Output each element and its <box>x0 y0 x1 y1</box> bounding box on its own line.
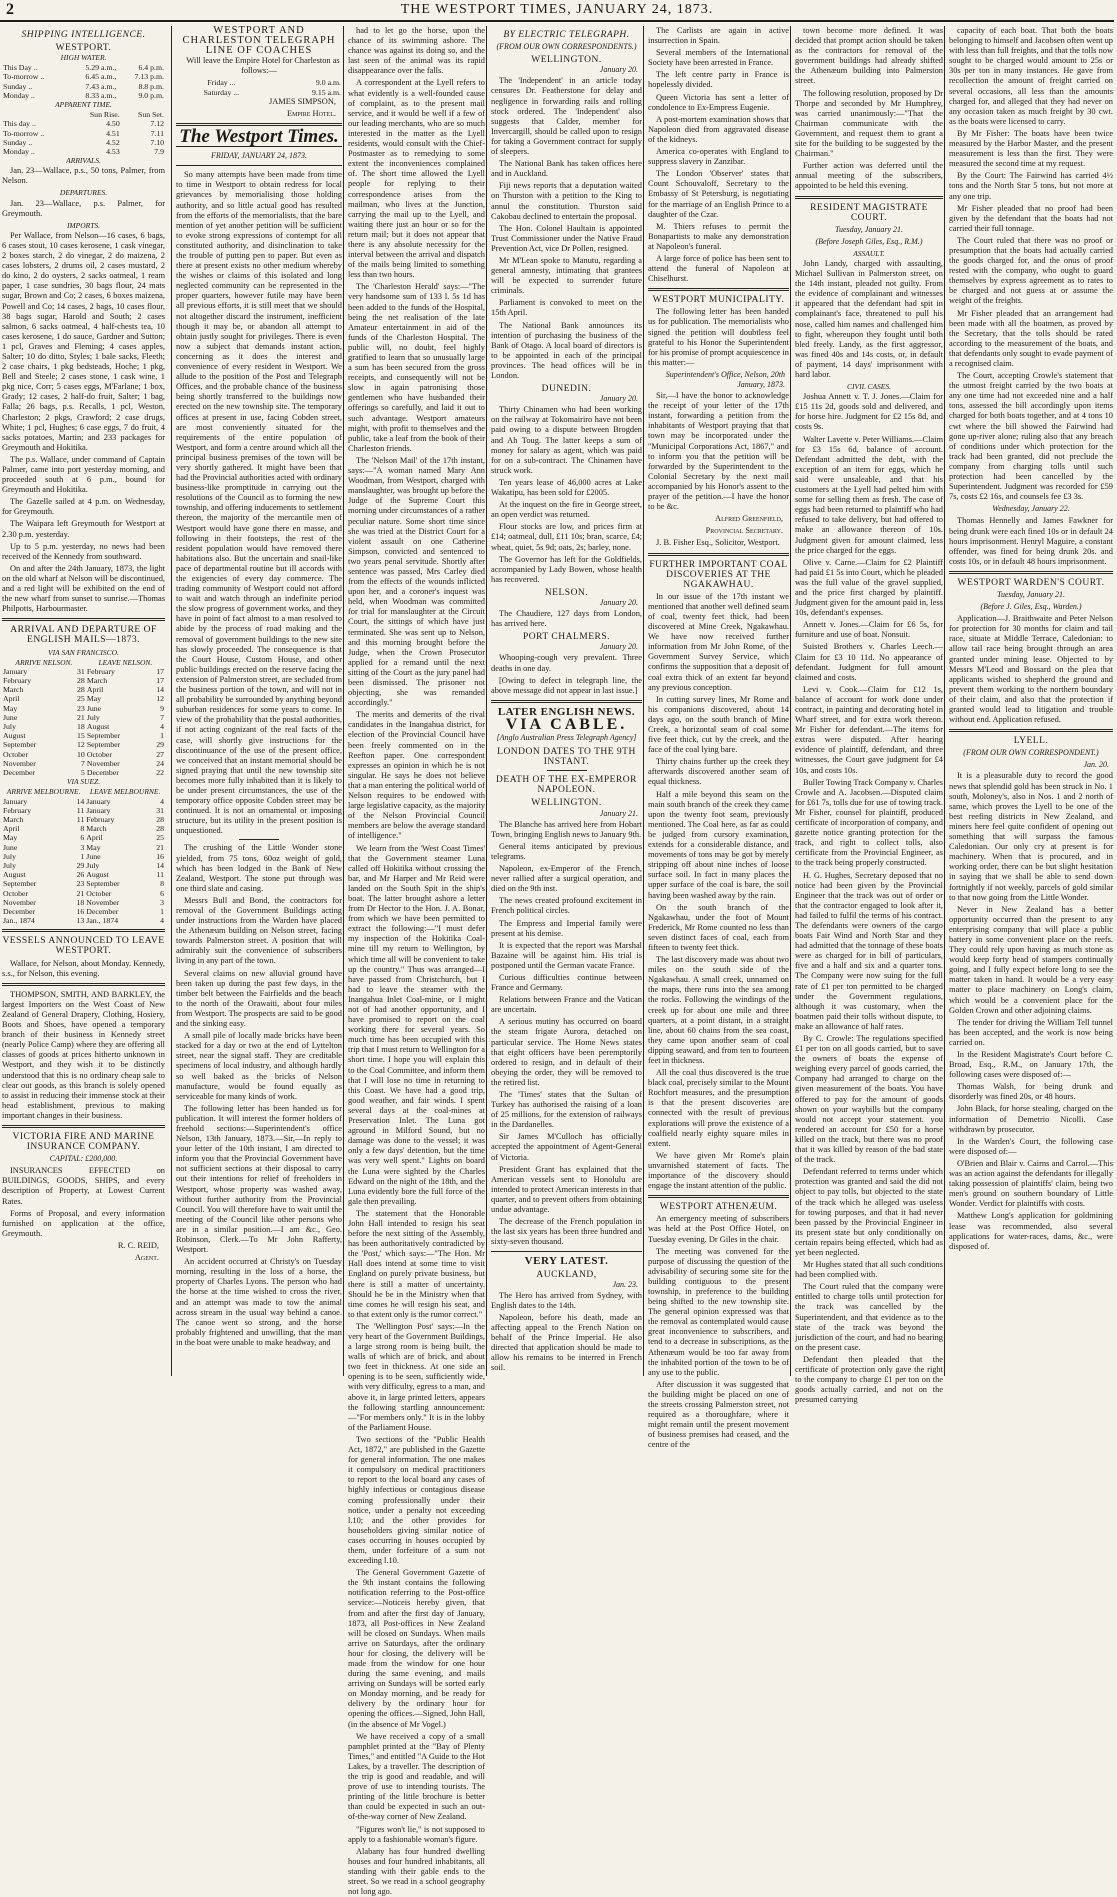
paragraph: We learn from the 'West Coast Times' that the Government steamer Luna called off Hokitika without crossing the bar, and Mr Harper and Mr Reid were landed on the South Spit in the ship's boat. The latter brought ashore a letter from Dr Hector to the Hon. J. A. Bonar, from which we have been permitted to extract the following:—"I must defer my inspection of the Hokitika Coal-mine till my return to Wellington, by which time all will be convenient to take up the country." Thus was arranged—I have passed from Christchurch, but I had to leave the steamer with the Inangahua Inlet Coal-mine, or I might not of had another opportunity, and I have promised to report on the coal working there for several years. So much time has been occupied with this trip that I must return to Wellington for a short time. I hope you will explain this to the Coal Committee, and inform them that I will lose no time in returning to this Coast. We have had a good trip, good weather, and fair winds. I spent several days at the coal-mines at Preservation Inlet. The Luna got aground in Milford Sound, but no damage was done to the vessel; it was only a few days' detention, but the time was very well spent." Lights on board the Luna were sighted by the Charles Edward on the night of the 18th, and the Luna evidently bore the full force of the gale then prevailing. <box>348 843 485 1206</box>
divider <box>491 700 642 703</box>
paragraph: The news created profound excitement in French political circles. <box>491 896 642 916</box>
paragraph: By C. Crowle: The regulations specified £1 per ton on all goods carried, but to save the owners of boats the expense of weighing every parcel of goods carried, the Company had arranged to charge on the given measurement of the boats. You have offered to pay for the amount of goods shown on your waybills but the company would not accept your statement. you rendered an account for £50 for a horse killed on the track, but there was no proof that it was killed by reason of the bad state of the track. <box>795 1034 943 1165</box>
paragraph: The General Government Gazette of the 9th instant contains the following notification referring to the Post-office service:—Noticeis hereby given, that from and after the first day of January, 1873, all Post-offices in New Zealand will be closed on Sundays. When mails arrive on Saturdays, after the ordinary hour for closing, the delivery will be made from the window for one hour during the same evening, and mails arriving on Sundays will be sorted early on Monday morning, and be ready for delivery by the ordinary hour for opening the offices.—Signed, John Hall, (in the absence of Mr Vogel.) <box>348 1568 485 1729</box>
paragraph: Mr M'Lean spoke to Manutu, regarding a general amnesty, intimating that grantees will be expected to surrender future criminals. <box>491 255 642 296</box>
table-row: Monday .. 8.33 a.m., 9.0 p.m. <box>3 90 164 100</box>
table-row: Jan., 1874 13 Jan., 1874 4 <box>3 916 164 926</box>
table-row: September 12 September 29 <box>3 740 164 750</box>
table-row: Monday .. 4.53 7.9 <box>3 147 164 156</box>
paragraph: Thomas Hennelly and James Fawkner for being drunk were each fined 10s or in default 24 hours imprisonment. Henryl Maguire, a constant offender, was fined for being drunk 20s. and costs 10s, or in default 48 hours imprisonment. <box>949 516 1113 566</box>
paragraph: The tender for driving the William Tell tunnel has been accepted, and the work is now being carried on. <box>949 1017 1113 1047</box>
paragraph: We have received a copy of a small pamphlet printed at the "Bay of Plenty Times," and entitled "A Guide to the Hot Lakes, by a traveller. The description of the trip is good and readable, and will prove of use to intending tourists. The printing of the little brochure is better than could be expected in such an out-of-the-way corner of New Zealand. <box>348 1731 485 1822</box>
letter-dateline: Superintendent's Office, Nelson, 20th January, 1873. <box>665 369 785 389</box>
paragraph: Half a mile beyond this seam on the main south branch of the creek they came upon the twenty foot seam, previously mentioned. The Coal here, as far as could be judged from cursory examination, extends for a considerable distance, and movements of tons may be got by merely stripping off about nine inches of loose surface soil. In fact in many places the upper surface of the coal is bare, the soil having been washed away by the rain. <box>648 789 789 900</box>
paragraph: Napoleon, ex-Emperor of the French, never rallied after a surgical operation, and died on the 9th inst. <box>491 864 642 894</box>
paragraph: General items anticipated by previous telegrams. <box>491 841 642 861</box>
paragraph: At the inquest on the fire in George street, an open verdict was returned. <box>491 500 642 520</box>
paragraph: Thirty Chinamen who had been working on the railway at Tokomairiro have not been paid owing to a dispute between Brogden and Ah Toug. The latter keeps a sum of money for salary as agent, which was paid for on a sub-contract. The Chinamen have struck work. <box>491 405 642 475</box>
dateline-place: WELLINGTON. <box>531 798 602 809</box>
divider <box>648 553 789 556</box>
table-row: Friday ... 9.0 a.m. <box>207 78 341 88</box>
paragraph: Annett v. Jones.—Claim for £6 5s, for furniture and use of boat. Nonsuit. <box>795 620 943 640</box>
paragraph: The Empress and Imperial family were present at his demise. <box>491 918 642 938</box>
paragraph: Mr Fisher pleaded that no proof had been given by the defendant that the boats had not carried their full tonnage. <box>949 203 1113 233</box>
table-row: April 8 March 28 <box>3 824 164 834</box>
paragraph: Napoleon, before his death, made an affecting appeal to the French Nation on behalf of the Prince Imperial. He also directed that application should be made to allow his remains to be interred in French soil. <box>491 1312 642 1373</box>
table-row: October 10 October 27 <box>3 749 164 759</box>
agency-line: [Anglo Australian Press Telegraph Agency] <box>496 733 637 742</box>
paragraph: In the Warden's Court, the following case were disposed of:— <box>949 1136 1113 1156</box>
coach-signature-place: Empire Hotel. <box>286 108 336 118</box>
vessels-text: Wallace, for Nelson, about Monday. Kennedy, s.s., for Nelson, this evening. <box>2 958 165 978</box>
victoria-advert: INSURANCES EFFECTED on BUILDINGS, GOODS, SHIPS, and every description of Property, at Lowest Current Rates. <box>2 1166 165 1206</box>
paragraph: Whooping-cough very prevalent. Three deaths in one day. <box>491 653 642 673</box>
column-2 <box>171 26 346 1376</box>
paragraph: The London 'Observer' states that Count Schouvaloff, Secretary to the Embassy of St Petersburg, is negotiating for the marriage of an English Prince to a daughter of the Czar. <box>648 169 789 219</box>
table-row: This day .. 4.50 7.12 <box>3 119 164 129</box>
paragraph: The following resolution, proposed by Dr Thorpe and seconded by Mr Humphrey, was carried unanimously:—"That the Chairman communicate with the Government, and request them to grant a site for the building to be suggested by the Chairman." <box>795 88 943 159</box>
paragraph: The Gazelle sailed at 4 p.m. on Wednesday, for Greymouth. <box>2 497 165 517</box>
dateline-place: AUCKLAND, <box>536 1269 597 1280</box>
table-row: November 7 November 24 <box>3 758 164 768</box>
paragraph: The 'Independent' in an article today censures Dr. Featherstone for delay and negligence in forwarding rails and rolling stock ordered. The 'Independent' also suggests that Calder, member for Invercargill, should be called upon to resign for taking a Government contract for supply of sleepers. <box>491 76 642 157</box>
paragraph: Mr Fisher pleaded that an arrangement had been made with all the boatmen, as proved by the Secretary, that the tolls should be rated according to the measurement of the boats, and that defendants only sought to evade payment of a recognised claim. <box>949 308 1113 368</box>
paragraph: The Blanche has arrived here from Hobart Town, bringing English news to January 9th. <box>491 819 642 839</box>
table-row: July 18 August 4 <box>3 722 164 732</box>
paragraph: The Hon. Colonel Haultain is appointed Trust Commissioner under the Native Fraud Prevention Act, vice Dr Pollen, resigned. <box>491 223 642 253</box>
paragraph: In the Resident Magistrate's Court before C. Broad, Esq., R.M., on January 17th, the following cases were disposed of:— <box>949 1050 1113 1080</box>
paragraph: Thirty chains further up the creek they afterwards discovered another seam of equal thickness. <box>648 757 789 787</box>
paragraph: The Court ruled that the company were entitled to charge tolls until protection for the track was cancelled by the Superintendent, and that evidence as to the state of the track was beyond the jurisdiction of the court, and had no bearing on the present case. <box>795 1282 943 1352</box>
paragraph: A small pile of locally made bricks have been stacked for a day or two at the end of Lyttelton street, near the signal staff. They are creditable specimens of local industry, and although hardly so well baked as the bricks of Nelson manufacture, would be found equally as serviceable for many kinds of work. <box>176 1031 342 1101</box>
paper-title: The Westport Times. <box>179 126 339 148</box>
telegraph-heading: BY ELECTRIC TELEGRAPH. <box>503 30 630 40</box>
divider <box>2 929 165 932</box>
paragraph: The following letter has been handed us for publication. It will interest the former holders of freehold sections:—Superintendent's office Nelson, 13th January, 1873.—Sir,—In reply to your letter of the 10th instant, I am directed to inform you that the Provincial Government have not sufficient sections at their disposal to carry out their intentions for relief of freeholders in Westport, whose property was washed away, without further authority from the Provincial Council. You will therefore have to wait until the meeting of the Council like other persons who are in a similar position.—I am &c., Geo. Robinson, Clerk.—To Mr John Rafferty, Westport. <box>176 1103 342 1255</box>
dateline-date: January 20. <box>599 65 638 75</box>
paragraph: It is a pleasurable duty to record the good news that splendid gold has been struck in No. 1 south, Moloney's, also in Nos. 1 and 2 north of same, which proves the Lyell to be one of the best reefing districts in New Zealand, and miners here feel quite confident of opening out something that will surpass the famous Caledonian. Our only cry at present is for machinery. When that is procured, and in working order, there can be but slight hesitation in saying that we shall be able to send down fortnightly if not weekly, parcels of gold similar to that now going from the Little Wonder. <box>949 771 1113 902</box>
correspondent-line: (FROM OUR OWN CORRESPONDENT.) <box>963 748 1099 758</box>
paragraph: Mr Hughes stated that all such conditions had been complied with. <box>795 1260 943 1280</box>
paragraph: Buller Towing Track Company v. Charles Crowle and A. Jacobsen.—Disputed claim for £61 7s, tolls due for use of towing track. Mr Fisher, counsel for plaintiff, produced certificate of incorporation of company, and gazette notice granting protection for the track, and right to collect tolls, also certificate from the Provincial Engineer, as to the track being properly constructed. <box>795 777 943 868</box>
column-7 <box>944 26 1117 1376</box>
dateline-place: PORT CHALMERS. <box>522 632 611 643</box>
table-row: Sunday .. 4.52 7.10 <box>3 137 164 147</box>
table-row: August 15 September 1 <box>3 731 164 741</box>
paragraph: The 'Nelson Mail' of the 17th instant, says:—"A woman named Mary Ann Woodman, from Westport, charged with manslaughter, was brought up before the Judge of the Supreme Court this morning under circumstances of a rather peculiar nature. Some short time since she was tried at the District Court for a violent assault on one Catherine Simpson, convicted and sentenced to two years penal servitude. Shortly after sentence was passed, Mrs Carley died from the effects of the wounds inflicted upon her, and a coroner's inquest was held, when Woodman was committed for trial for manslaughter at the Circuit Court, the sittings of which have just terminated. She was sent up to Nelson, and this morning brought before the Judge, when the Crown Prosecutor applied for a remand until the next sitting of the Court as the jury panel had been dismissed. The prisoner not objecting, she was remanded accordingly." <box>348 455 485 708</box>
column-4 <box>486 26 646 1376</box>
table-row: June 21 July 7 <box>3 712 164 722</box>
divider <box>648 1195 789 1198</box>
magistrate-court-heading: RESIDENT MAGISTRATE COURT. <box>810 202 928 223</box>
table-row: This Day .. 5.29 a.m., 6.4 p.m. <box>3 63 164 73</box>
dateline-date: Jan. 20. <box>1083 760 1109 770</box>
paragraph: All the coal thus discovered is the true black coal, precisely similar to the Mount Rochfort measures, and the presumption is that the present discoveries are connected with the result of previous explorations will prove the existence of a coalfield nearly eighty square miles in extent. <box>648 1068 789 1148</box>
apparent-time-heading: APPARENT TIME. <box>55 100 112 110</box>
paragraph: A correspondent at the Lyell refers to what evidently is a well-founded cause of complaint, as to the present mail service, and it would be well if a few of our leading merchants, who are so much interested in the matter as the Lyell residents, would consult with the Chief-Postmaster as to remedying to some extent the inconveniences complained of. The short time allowed the Lyell people for replying to their correspondence arises from the mailman, who lives at the Junction, carrying the mail up to the Lyell, and waiting there just an hour or so for the return mail; but it does not appear that there is any absolute necessity for the interval between the arrival and dispatch of the mails being limited to something less than two hours. <box>348 78 485 280</box>
paragraph: Alabany has four hundred dwelling houses and four hundred inhabitants, all standing with their gable ends to the street. So we read in a school geography not long ago. <box>348 1846 485 1897</box>
paragraph: A serious mutiny has occurred on board the steam frigate Aurora, detached on particular service. The Home News states that eight officers have been peremptorily ordered to resign, and in default of their obeying the order, they will be removed to the retired list. <box>491 1017 642 1087</box>
paragraph: By the Court: The Fairwind has carried 4½ tons and the North Star 5 tons, but not more at any one trip. <box>949 171 1113 201</box>
paragraph: President Grant has explained that the American vessels sent to Honolulu are intended to protect American interests in that quarter, and to prevent others from obtaining undue advantage. <box>491 1164 642 1215</box>
later-news-heading: LATER ENGLISH NEWS. <box>497 705 636 718</box>
coal-discoveries-heading: FURTHER IMPORTANT COAL DISCOVERIES AT THE NGAKAWHAU. <box>649 559 788 590</box>
paragraph: After discussion it was suggested that the building might be placed on one of the streets crossing Palmerston street, not required as a thoroughfare, where it might remain until the present movement of business premises had ceased, and the centre of the <box>648 1379 789 1450</box>
paragraph: capacity of each boat. That both the boats belonging to himself and Jacobsen often went up with less than full freights, and that the tolls now sought to be charged would amount to 25s or 30s per ton in many instances. He gave from recollection the amount of freight carried on several occasions, all less than the amounts charged for, and alleged that they had never on any occasion taken as much freight by 30 cwt. as the boats were licensed to carry. <box>949 26 1113 126</box>
high-water-heading: HIGH WATER. <box>60 53 107 63</box>
paragraph: Never in New Zealand has a better opportunity occurred than the present to any enterprising company that will place a public battery in some convenient place on the reefs. They could rely upon having as much stone as would keep forty head of stampers continually going, and I fully expect before long to see the matter taken in hand. It would be a very easy matter to place machinery on Long's claim, which would be a convenient place for the Golden Crown and other adjoining claims. <box>949 904 1113 1015</box>
paragraph: Defendant referred to terms under which protection was granted and said the did not object to pay tolls, but objected to the state of the track which he alleged was useless for towing purposes, and that it had never been passed by the Provincial Engineer in its present state but only conditionally on certain repairs being effected, which had as yet been neglected. <box>795 1167 943 1257</box>
imports-heading: IMPORTS. <box>66 220 101 230</box>
coach-text: Will leave the Empire Hotel for Charleston as follows:— <box>186 56 340 76</box>
paragraph: The statement that the Honorable John Hall intended to resign his seat before the next sitting of the Assembly, has been authoritatively contradicted by the 'Post,' which says:—"The Hon. Mr Hall does intend at some time to visit England on purely private business, but there is still a matter of uncertainty. Should he be in the Ministry when that time comes he will resign his seat, and to that extent only is the rumor correct." <box>348 1208 485 1319</box>
paragraph: Defendant then pleaded that the certificate of protection only gave the right to the company to charge £1 per ton on the goods actually carried, and not on the presumed carrying <box>795 1354 943 1405</box>
paragraph: Application—J. Braithwaite and Peter Nelson for protection for 30 months for claim and tail race, situate at Middle Terrace, Caledonian: to allow tail race being brought through an area granted under mining lease. Objected to by Messrs M'Leod and Bossard on the plea that applicants wished to shepherd the ground and prevent them working to the northern boundary of their claim, and also that the protection if granted would lead to litigation and trouble without end. Application refused. <box>949 614 1113 725</box>
table-row: May 23 June 9 <box>3 703 164 713</box>
paragraph: Parliament is convoked to meet on the 15th April. <box>491 298 642 318</box>
paragraph: The meeting was convened for the purpose of discussing the question of the advisability of securing some site for the building contiguous to the present township, in preference to the building being shifted to the new township site. The general opinion expressed was that the removal as contemplated would cause great inconvenience to subscribers, and tend to a decrease in subscriptions, as the Athenæum would be too far away from the inhabited portion of the town to be of any use to the public. <box>648 1246 789 1377</box>
paragraph: had to let go the horse, upon the chance of its swimming ashore. The chance was against its doing so, and the last seen of the animal was its rapid disappearance over the falls. <box>348 26 485 76</box>
paragraph: The 'Wellington Post' says:—In the very heart of the Government Buildings, a large strong room is being built, the walls of which are of brick, and about two feet in thickness. At one side an opening is to be seen, sufficiently wide, with very difficulty, egress to a man, and above it, in large printed letters, appears the following startling announcement:—"For members only." It is in the lobby of the Parliament House. <box>348 1321 485 1432</box>
divider <box>949 729 1113 732</box>
coach-times <box>176 78 342 96</box>
column-6 <box>790 26 947 1405</box>
death-napoleon-heading: DEATH OF THE EX-EMPEROR NAPOLEON. <box>496 775 637 796</box>
dateline-date: January 21. <box>599 808 638 818</box>
table-row: June 3 May 21 <box>3 842 164 852</box>
paragraph: Messrs Bull and Bond, the contractors for removal of the Government Buildings acting under instructions from the Warden have placed the Athenæum building on Nelson street, facing towards Palmerston street. A position that will admirably suit the convenience of subscribers living in any part of the town. <box>176 895 342 966</box>
divider <box>795 196 943 199</box>
shipping-heading: SHIPPING INTELLIGENCE. <box>21 30 146 40</box>
arrivals-heading: ARRIVALS. <box>66 156 101 166</box>
paragraph: The Governor has left for the Goldfields, accompanied by Lady Bowen, whose health has recovered. <box>491 554 642 584</box>
departures-heading: DEPARTURES. <box>59 188 108 198</box>
paragraph: Sir,—I have the honor to acknowledge the receipt of your letter of the 17th instant, forwarding a petition from the inhabitants of Westport praying that that town may be incorporated under the "Municipal Corporations Act, 1867," and to inform you that the petition will be forwarded by the Superintendent to the Colonial Secretary by the next mail accompanied by his Honor's assent to the prayer of the petition.—I have the honor to be &c. <box>648 391 789 512</box>
divider <box>239 839 279 840</box>
warden-court-heading: WESTPORT WARDEN'S COURT. <box>957 577 1105 588</box>
paragraph: In cutting survey lines, Mr Rome and his companions discovered, about 14 days ago, on the south branch of Mine Creek, a horizontal seam of coal some five feet thick, cut by the creek, and the face of the coal lying bare. <box>648 694 789 755</box>
paragraph: Fiji news reports that a deputation waited on Thurston with a petition to the King to annul the constitution. Thurston said Cakobau declined to entertain the proposal. <box>491 181 642 221</box>
paragraph: Levi v. Cook.—Claim for £12 1s, balance of account for work done under contract, in painting and decorating hotel in Wharf street, and for extra work thereon. Mr Fisher for defendant.—The items for extras were disputed. After hearing evidence of plaintiff, defendant, and three witnesses, the Court gave judgment for £4 10s, and costs 10s. <box>795 684 943 775</box>
dateline-place: NELSON. <box>544 587 589 598</box>
imports-text: Per Wallace, from Nelson—16 cases, 6 bags, 6 cases stout, 10 cases kerosene, 1 cask vinegar, 2 boxes starch, 2 do vinegar, 2 do maizena, 2 cases lobsters, 2 drums oil, 2 cases mustard, 2 do kino, 2 do oysters, 2 sacks oatmeal, 1 ream paper, 1 case sundries, 30 bags flour, 24 mats sugar, Brown and Co; 2 cases, 6 boxes maizena, Powell and Co; 14 cases, 2 bags, 10 cases flour, 38 bags sugar, Harold and South; 2 cases salmon, 6 sacks oatmeal, 4 half-chests tea, 10 cases kerosene, 1 do sauce, Gardner and Sutton; 1 pcl, Graves and Fleming; 4 cases apples, Salter; 10 do ditto, Styles; 1 bale sacks, Fleeth; 2 case chairs, 1 pkg bedsteads, Hoche; 1 pkg, Bell and Steele; 2 cases stone, 1 cask wine, 1 pkg nice, Corr; 5 cases eggs, M'Farlane; 1 box, Grady; 12 cases, 2 half-do fruit, Salter; 1 bag, Falla; 26 bags, p.s. Recalls, 1 pcl, Weston, Charleston; 2 pkgs, Crawford; 2 case drugs, White; 1 pcl, Hughes; 6 case eggs, 7 do fruit, 4 sacks potatoes, Martin; and 233 packages for Greymouth and Hokitika. <box>2 230 165 452</box>
dateline-place: WELLINGTON. <box>531 55 602 66</box>
divider <box>2 618 165 621</box>
paragraph: The Court, accepting Crowle's statement that the utmost freight carried by the two boats at any one time had not exceeded nine and a half tons, assessed the bill accordingly upon items charged for both boats together, and at 4 tons 10 cwt where the bill showed the Fairwind had gone up-river alone; ruling also that any breach of conditions under which protection for the track had been granted, did not preclude the company from charging tolls until such protection had been cancelled by the Superintendent. Judgment was recorded for £59 7s, costs £2 16s, and counsels fee £3 3s. <box>949 371 1113 502</box>
table-row: November 18 November 3 <box>3 897 164 907</box>
paragraph: The decrease of the French population in the last six years has been three hundred and sixty-seven thousand. <box>491 1217 642 1247</box>
letter-signature: Alfred Greenfield, <box>715 514 783 524</box>
paragraph: An emergency meeting of subscribers was held at the Post Office Hotel, on Tuesday evening. Dr Giles in the chair. <box>648 1214 789 1244</box>
paragraph: By Mr Fisher: The boats have been twice measured by the Harbor Master, and the present measurement is less than the first. They were measured the second time at my request. <box>949 128 1113 169</box>
divider <box>2 983 165 986</box>
table-row: February 11 January 31 <box>3 805 164 815</box>
divider <box>491 1251 642 1252</box>
paragraph: M. Thiers refuses to permit the Bonapartists to make any demonstration at Napoleon's funeral. <box>648 221 789 251</box>
paragraph: America co-operates with England to suppress slavery in Zanzibar. <box>648 147 789 167</box>
paragraph: Joshua Annett v. T. J. Jones.—Claim for £15 11s 2d, goods sold and delivered, and for horse hire. Judgment for £2 15s 8d, and costs 9s. <box>795 392 943 432</box>
paragraph: The Waipara left Greymouth for Westport at 2.30 p.m. yesterday. <box>2 519 165 539</box>
table-row: January 31 February 17 <box>3 666 164 676</box>
court-presiding: (Before Joseph Giles, Esq., R.M.) <box>815 236 923 246</box>
column-5 <box>643 26 793 1450</box>
london-dates-heading: LONDON DATES TO THE 9TH INSTANT. <box>497 747 636 768</box>
paragraph: H. G. Hughes, Secretary deposed that no notice had been given by the Provincial Engineer that the track was out of order or that the contractor engaged to look after it, had failed to fulfil the terms of his contract. The defendants were owners of the cargo boats Fair Wind and North Star and they had admitted that the tonnage of these boats were as charged for in bill of particulars, five and a half and six and a quarter tons. The Company were now suing for the full rate of £1 per ton permitted to be charged under the Government regulations, although it was customary, when the boatmen paid their tolls without dispute, to make an allowance of half rates. <box>795 870 943 1031</box>
civil-cases-subheading: CIVIL CASES. <box>846 382 892 392</box>
table-row: March 28 April 14 <box>3 685 164 695</box>
letter-signature-role: Provincial Secretary. <box>705 526 783 536</box>
paragraph: The National Bank has taken offices here and in Auckland. <box>491 159 642 179</box>
mails-heading: ARRIVAL AND DEPARTURE OF ENGLISH MAILS—1873. <box>10 625 157 646</box>
departures-text: Jan. 23—Wallace, p.s. Palmer, for Greymouth. <box>2 198 165 218</box>
paragraph: The Hero has arrived from Sydney, with English dates to the 14th. <box>491 1290 642 1310</box>
paragraph: Thomas Walsh, for being drunk and disorderly was fined 20s, or 48 hours. <box>949 1082 1113 1102</box>
paragraph: We have given Mr Rome's plain unvarnished statement of facts. The importance of the discovery should engage the instant attention of the public. <box>648 1150 789 1191</box>
paragraph: A post-mortem examination shows that Napoleon died from aggravated disease of the kidneys. <box>648 114 789 144</box>
apparent-time-table: Sun Rise. Sun Set. This day .. 4.50 7.12 To-morrow .. 4.51 7.11 Sunday .. 4.52 7.10 Monday .. 4.53 7.9 <box>3 110 164 156</box>
dateline-date: January 20. <box>599 394 638 404</box>
letter-addressee: J. B. Fisher Esq., Solicitor, Westport. <box>656 538 780 548</box>
assault-subheading: ASSAULT. <box>853 248 885 258</box>
suez-heading: VIA SUEZ. <box>66 777 101 787</box>
paragraph: Curious difficulties continue between France and Germany. <box>491 972 642 993</box>
paragraph: Queen Victoria has sent a letter of condolence to Ex-Empress Eugenie. <box>648 92 789 112</box>
table-row: September 23 September 8 <box>3 879 164 889</box>
paragraph: Flour stocks are low, and prices firm at £14; oatmeal, dull, £11 10s; bran, scarce, £4; wheat, quiet, 5s 9d; oats, 2s; barley, none. <box>491 522 642 552</box>
table-row: May 6 April 25 <box>3 833 164 843</box>
very-latest-heading: VERY LATEST. <box>524 1255 609 1268</box>
paragraph: "Figures won't lie," is not supposed to apply to a fashionable woman's figure. <box>348 1824 485 1844</box>
paragraph: On the south branch of the Ngakawhau, under the foot of Mount Frederick, Mr Rome counted no less than seven distinct faces of coal, each from fifteen to twenty feet thick. <box>648 902 789 952</box>
table-row: December 16 December 1 <box>3 906 164 916</box>
paragraph: The 'Times' states that the Sultan of Turkey has authorised the raising of a loan of 25 millions, for the extension of railways in the Dardanelles. <box>491 1090 642 1130</box>
paragraph: [Owing to defect in telegraph line, the above message did not appear in last issue.] <box>491 675 642 695</box>
table-row: March 11 February 28 <box>3 814 164 824</box>
capital-line: CAPITAL: £200,000. <box>49 1154 118 1164</box>
paragraph: In our issue of the 17th instant we mentioned that another well defined seam of coal, twenty feet thick, had been discovered at Mine Creek, Ngakawhau. We have now received further information from Mr John Rome, of the Government Survey Service, which confirms the supposition that a deposit of coal extra thick of an extent far beyond any previous conception. <box>648 591 789 692</box>
high-water-table <box>2 63 165 100</box>
dateline-date: January 20. <box>599 642 638 652</box>
table-row: January 14 January 4 <box>3 796 164 806</box>
municipality-heading: WESTPORT MUNICIPALITY. <box>652 295 785 306</box>
vessels-heading: VESSELS ANNOUNCED TO LEAVE WESTPORT. <box>2 936 165 957</box>
divider <box>176 165 342 166</box>
paragraph: Ten years lease of 46,000 acres at Lake Wakatipu, has been sold for £2005. <box>491 477 642 498</box>
table-row: August 26 August 11 <box>3 870 164 880</box>
paragraph: Sir James M'Culloch has officially accepted the appointment of Agent-General of Victoria. <box>491 1132 642 1162</box>
column-1 <box>2 26 169 1376</box>
divider <box>949 571 1113 574</box>
victoria-signature-role: Agent. <box>134 1253 159 1263</box>
dateline-date: Jan. 23. <box>612 1279 638 1289</box>
paragraph: A large force of police has been sent to attend the funeral of Napoleon at Chiselhurst. <box>648 253 789 284</box>
masthead-title: THE WESTPORT TIMES, JANUARY 24, 1873. <box>400 2 714 17</box>
paragraph: The merits and demerits of the rival candidates in the Inangahua district, for election of the Provincial Council have been freely commented on in the Reefton paper. One correspondent expresses an opinion in which he is not singular. He says he does not believe that a man entering the political world of Nelson requires to be endowed with large legislative capacity, as the majority of the Nelson Provincial Council members are below the average standard of intelligence." <box>348 710 485 841</box>
paragraph: The 'Charleston Herald' says:—"The very handsome sum of 133 l. 5s 1d has been added to the funds of the Hospital, being the net realisation of the late Amateur entertainment in aid of the funds of the Charleston Hospital. The public will, no doubt, feel highly gratified to learn that so unusually large a sum has been secured from the gross receipts, and consequently will not be slow in again patronising those gentlemen who have husbanded their offerings so carefully, and laid it out to such advantage. Westport amateurs might, with profit to themselves and the public, take a leaf from the book of their Charleston friends. <box>348 282 485 453</box>
sf-heading: VIA SAN FRANCISCO. <box>48 647 119 657</box>
paragraph: Walter Lavette v. Peter Williams.—Claim for £3 15s 6d, balance of account. Defendant admitted the debt, with the exception of an item for eggs, which he said were unsaleable, and that his customers at the Lyell had pelted him with some for selling them as fresh. The case of eggs had been returned to plaintiff who had refused to take delivery, but had offered to make an allowance thereon of 10s. Judgment given for amount claimed, less the price charged for the eggs. <box>795 434 943 555</box>
paragraph: The Court ruled that there was no proof or presumption that the boats had actually carried the goods charged for, and the onus of proof rested with the company, who ought to guard themselves by express agreement as to rates to be charged and not guess at or assume the weight of the freights. <box>949 235 1113 306</box>
court-presiding: (Before J. Giles, Esq., Warden.) <box>980 602 1082 612</box>
thompson-advert: THOMPSON, SMITH, AND BARKLEY, the largest Importers on the West Coast of New Zealand of General Drapery, Clothing, Hosiery, Boots and Shoes, have opened a temporary branch of their business in Kennedy street (nearly Police Camp) where they are offering all classes of goods at prices hitherto unknown in Westport, and they wish it to be distinctly understood that this is no ordinary cheap sale to clear out goods, as this branch is solely opened to assist in reducing their immense stock at their head establishment, previous to making important changes in their business. <box>2 989 165 1120</box>
paragraph: Suisted Brothers v. Charles Leech.—Claim for £3 10 11d. No appearance of defendant. Judgment for full amount claimed and costs. <box>795 642 943 682</box>
suez-mail-table: ARRIVE MELBOURNE. LEAVE MELBOURNE. January 14 January 4 February 11 January 31 March 11 February 28 April 8 March 28 May 6 April 25 June 3 May 21 July 1 June 16 July 29 July 14 August 26 August 11 September 23 September 8 October 21 October 6 November 18 November 3 December 16 December 1 Jan., 1874 13 Jan., 1874 4 <box>3 787 164 926</box>
divider <box>547 770 587 771</box>
paragraph: The Carlists are again in active insurrection in Spain. <box>648 26 789 46</box>
paragraph: Two sections of the "Public Health Act, 1872," are published in the Gazette for general information. The one makes it compulsory on medical practitioners to report to the local board any cases of highly infectious or contagious disease coming professionally under their notice, under a penalty not exceeding l.10; and the other provides for householders giving similar notice of cases occurring in houses occupied by them, under forfeiture of a sum not exceeding l.10. <box>348 1434 485 1566</box>
paragraph: The last discovery made was about two miles on the south side of the Ngakawhau. A small creek, unnamed on the maps, there runs into the sea among the rocks. Following the windings of the creek up for about one mile and three quarters, at a point distant, in a straight line, about 60 chains from the sea coast, they came upon another seam of coal dipping seaward, and from ten to fourteen feet in thickness. <box>648 955 789 1065</box>
court-date: Wednesday, January 22. <box>992 504 1070 514</box>
paragraph: The Chaudiere, 127 days from London, has arrived here. <box>491 609 642 629</box>
paragraph: Several members of the International Society have been arrested in France. <box>648 48 789 68</box>
paragraph: O'Brien and Blair v. Cairns and Carrol.—This was an action against the defendants for illegally taking possession of plaintiffs' claim, being two men's ground on southern boundary of Little Wonder. Verdict for plaintiffs with costs. <box>949 1158 1113 1209</box>
westport-heading: WESTPORT. <box>55 43 112 54</box>
paragraph: John Landy, charged with assaulting, Michael Sullivan in Palmerston street, on the 14th instant, pleaded not guilty. From the evidence of complainant and witnesses it appeared that the defendant had spit in complainant's face, threatened to pull his nose, called him names and challenged him to fight, whereupon they fought until both bled freely. Landy, as the first aggressor, was fined 40s and 14s costs, or, in default of payment, 14 days' imprisonment with hard labor. <box>795 258 943 379</box>
lyell-heading: LYELL. <box>1013 736 1049 747</box>
paragraph: town become more defined. It was decided that prompt action should be taken as the contractors for removal of the government buildings had already shifted the Athenæum building into Palmerston street. <box>795 26 943 86</box>
paragraph: An accident occurred at Christy's on Tuesday morning, resulting in the loss of a horse, the property of Charles Lyons. The person who had the horse at the time wished to cross the river, and an attempt was made to tow the animal across stream in the usual way behind a canoe. The canoe went so strong, and the horse probably frightened and unwilling, that the man in the boat were unable to make headway, and <box>176 1257 342 1347</box>
paragraph: The National Bank announces its intention of purchasing the business of the Bank of Otago. A local board of directors is to be appointed in each of the principal provinces. The head offices will be in London. <box>491 320 642 380</box>
paragraph: The p.s. Wallace, under command of Captain Palmer, came into port yesterday morning, and proceeded south at 6 p.m., bound for Greymouth and Hokitika. <box>2 454 165 495</box>
paper-date: FRIDAY, JANUARY 24, 1873. <box>210 151 307 161</box>
table-row: December 5 December 22 <box>3 768 164 778</box>
paragraph: John Black, for horse stealing, charged on the information of Demetrio Nicolli. Case withdrawn by prosecutor. <box>949 1104 1113 1134</box>
paragraph: Olive v. Carne.—Claim for £2 Plaintiff had paid £1 5s into Court, which he pleaded was the full value of the gravel supplied, and the price first charged by plaintiff. Judgment given for the amount paid in, less 10s, defendant's expenses. <box>795 557 943 618</box>
paragraph: Relations between France and the Vatican are uncertain. <box>491 995 642 1015</box>
table-row: February 28 March 17 <box>3 676 164 686</box>
san-francisco-mail-table: ARRIVE NELSON. LEAVE NELSON. January 31 February 17 February 28 March 17 March 28 April 14 April 25 May 12 May 23 June 9 June 21 July 7 July 18 August 4 August 15 September 1 September 12 September 29 October 10 October 27 November 7 November 24 December 5 December 22 <box>3 657 164 778</box>
paragraph: Further action was deferred until the annual meeting of the subscribers, appointed to be held this evening. <box>795 161 943 191</box>
dateline-place: DUNEDIN. <box>541 384 592 395</box>
table-row: To-morrow .. 6.45 a.m., 7.13 p.m. <box>3 72 164 82</box>
table-row: April 25 May 12 <box>3 694 164 704</box>
coach-signature: JAMES SIMPSON, <box>268 96 336 106</box>
via-cable-heading: VIA CABLE. <box>505 715 628 733</box>
masthead <box>0 0 1114 22</box>
athenaeum-heading: WESTPORT ATHENÆUM. <box>659 1202 778 1213</box>
table-row: To-morrow .. 4.51 7.11 <box>3 128 164 138</box>
coach-advert <box>176 26 342 119</box>
column-3 <box>343 26 489 1897</box>
divider <box>648 288 789 291</box>
dateline-date: January 20. <box>599 597 638 607</box>
court-date: Tuesday, January 21. <box>997 589 1065 599</box>
paragraph: Several claims on new alluvial ground have been taken up during the past few days, in the timber belt between the Fairfields and the beach to the north of the Orawaiti, about four miles from Westport. The prospects are said to be good and the sinking easy. <box>176 968 342 1029</box>
paragraph: On and after the 24th January, 1873, the light on the old wharf at Nelson will be discontinued, and a red light will be exhibited on the end of the new wharf from sunset to sunrise.—Thomas Philpotts, Harbourmaster. <box>2 563 165 614</box>
table-row: July 1 June 16 <box>3 851 164 861</box>
paragraph: The following letter has been handed us for publication. The memorialists who signed the petition will doubtless feel grateful to his Honor the Superintendent for his promise of prompt acquiescence in this matter:— <box>648 307 789 367</box>
paragraph: The left centre party in France is hopelessly divided. <box>648 70 789 90</box>
table-row: October 21 October 6 <box>3 888 164 898</box>
table-row: July 29 July 14 <box>3 860 164 870</box>
paragraph: Matthew Long's application for goldmining lease was recommended, also several applications for water-races, dams, &c., were disposed of. <box>949 1211 1113 1251</box>
leader-paragraph: So many attempts have been made from time to time in Westport to obtain redress for local grievances by memorialising those holding authority, and so little actual good has resulted from the efforts of the memorialists, that the bare mention of yet another petition will be sufficient to evoke strong expressions of contempt for all constituted authority, and disinclination to take the trouble of putting pen to paper. But even as there at present exists no other medium whereby the wishes or claims of this isolated and long neglected community can be represented in the proper quarters, however futile may have been all previous efforts, it is still meet that we should not altogether discard the instrument, inefficient though it may be, or abandon all attempt to obtain justly sought for privileges. There is even now a subject that demands instant action, concerning as it does the interest and convenience of every resident in Westport. We allude to the position of the Post and Telegraph Offices, and the probable chance of the business being shortly transferred to the buildings now erected on the new township site. The temporary offices at present in use, facing Cobden street, are most conveniently situated for the requirements of the entire population of Westport, and form a centre around which all the principal business premises of the town will be very shortly gathered. It might have been that had the Provincial authorities acted with ordinary business-like promptitude in carrying out the resolutions of the Council as to forming the new township, and offering inducements to settlement thereon, the majority of the mercantile men of Westport would have gone there en masse, and following in their footsteps, the rest of the resident population would have removed there habitations also. But the uncertain and snail-like pace of departmental routine but ill accords with the exigencies of every day commerce. The trading community of Westport could not afford to wait and watch through an indefinite period the slow progress of government works, and they have in point of fact almost to a man resolved to abide by the process of road making and the removal of government buildings to the new site has slowly proceeded. The consequence is that the Court House, Custom House, and other public buildings erected on the reserve facing the extension of Palmerston street, are secluded from the business portion of the town, and will not in all probability be surrounded by anything beyond suburban residences for some years to come. In view of the probability that the postal authorities, if not acting cognizant of the real facts of the case, will shortly give instructions for the discontinuance of the use of the present office, we conceived that an instant memorial should be signed praying that until the new township site becomes more fully inhabited than it is likely to be under present circumstances, the use of the temporary office opposite Cobden street may be continued. It is not an ornamental or imposing structure, but its utility in the present position is unquestioned. <box>176 170 342 836</box>
paragraph: Up to 5 p.m. yesterday, no news had been received of the Kennedy from southward. <box>2 541 165 561</box>
table-row: Sunday .. 7.43 a.m., 8.8 p.m. <box>3 81 164 91</box>
arrivals-text: Jan. 23—Wallace, p.s., 50 tons, Palmer, from Nelson. <box>2 166 165 186</box>
court-date: Tuesday, January 21. <box>835 224 903 234</box>
paragraph: The crushing of the Little Wonder stone yielded, from 75 tons, 60oz weight of gold, which has been lodged in the Bank of New Zealand, Westport. The stone put through was one third slate and casing. <box>176 843 342 893</box>
divider <box>2 1125 165 1128</box>
paragraph: It is expected that the report was Marshal Bazaine will be against him. His trial is postponed until the German vacate France. <box>491 940 642 970</box>
page-number: 2 <box>6 1 14 18</box>
victoria-insurance-heading: VICTORIA FIRE AND MARINE INSURANCE COMPANY. <box>12 1131 155 1153</box>
victoria-advert-2: Forms of Proposal, and every information furnished on application at the office, Greymouth. <box>2 1208 165 1238</box>
victoria-signature: R. C. REID, <box>117 1240 159 1250</box>
telegraph-subheading: (FROM OUR OWN CORRESPONDENTS.) <box>496 42 637 52</box>
table-row: Saturday ... 9.15 a.m. <box>203 87 341 97</box>
coach-heading: WESTPORT AND CHARLESTON TELEGRAPH LINE OF COACHES <box>182 25 336 57</box>
